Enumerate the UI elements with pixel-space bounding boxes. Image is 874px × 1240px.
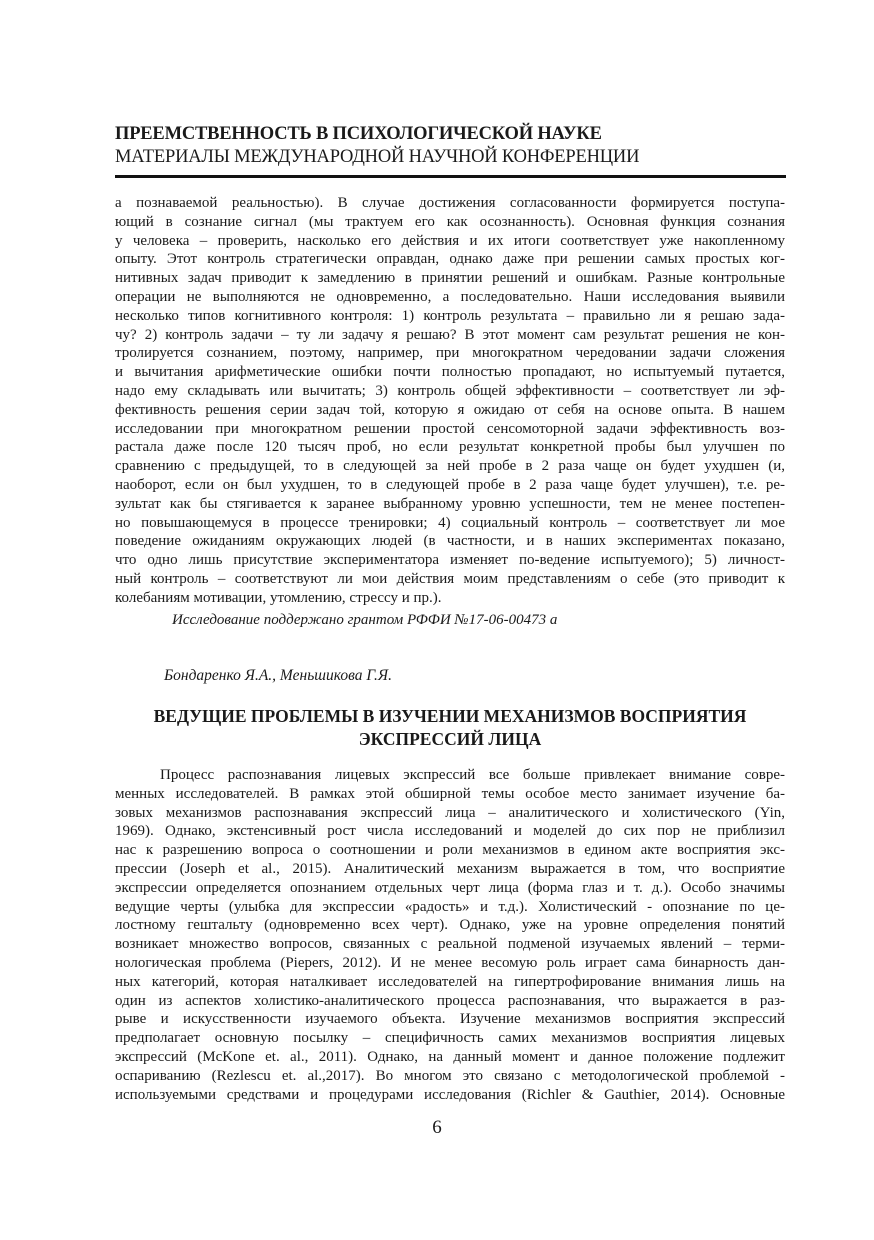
text-line: ный контроль – соответствуют ли мои действия моим представлениям о себе (это приводит к — [115, 570, 785, 587]
text-line: ющий в сознание сигнал (мы трактуем его как осознанность). Основная функция сознания — [115, 213, 785, 230]
text-line: а познаваемой реальностью). В случае достижения согласованности формируется поступа- — [115, 195, 785, 211]
article-title — [115, 705, 785, 751]
text-line: зультат как бы стягивается к заранее выбранному уровню успешности, тем не менее постепен- — [115, 495, 785, 512]
text-line: надо ему складывать или вычитать; 3) контроль общей эффективности – соответствует ли эф- — [115, 382, 785, 399]
header-rule — [115, 175, 786, 178]
article-title-line-2: ЭКСПРЕССИЙ ЛИЦА — [358, 729, 542, 749]
text-line: экспрессии определяется опознанием отдельных черт лица (форма глаз и т. д.). Особо значимы — [115, 879, 785, 896]
text-line: но повышающемуся в процессе тренировки; 4) социальный контроль – соответствует ли мое — [115, 514, 785, 531]
text-line: используемыми средствами и процедурами исследования (Richler & Gauthier, 2014). Основные — [115, 1086, 785, 1103]
text-line: нас к разрешению вопроса о соотношении и роли механизмов в едином акте восприятия экс- — [115, 842, 785, 859]
text-line: тролируется сознанием, поэтому, например, при многократном чередовании задачи сложения — [115, 345, 785, 362]
text-line: растала даже после 120 тысяч проб, но если результат конкретной пробы был улучшен по — [115, 439, 785, 456]
text-line: экспрессий (McKone et. al., 2011). Однако, на данный момент и данное положение подлежит — [115, 1048, 785, 1065]
text-line: фективность решения серии задач той, которую я ожидаю от себя на основе опыта. В нашем — [115, 401, 785, 418]
text-line: зовых механизмов распознавания экспрессий лица – аналитического и холистического (Yin, — [115, 804, 785, 821]
text-line: операции не выполняются не одновременно, а последовательно. Наши исследования выявили — [115, 288, 785, 305]
paragraph-1 — [115, 194, 785, 608]
text-line: прессии (Joseph et al., 2015). Аналитический механизм выражается в том, что восприятие — [115, 860, 785, 877]
text-line: один из аспектов холистико-аналитического процесса распознавания, что выражается в раз- — [115, 992, 785, 1009]
text-line: 1969). Однако, экстенсивный рост числа исследований и моделей до сих пор не приблизил — [115, 823, 785, 840]
text-line: менных исследователей. В рамках этой обширной темы особое место занимает изучение ба- — [115, 785, 785, 802]
text-line: Процесс распознавания лицевых экспрессий все больше привлекает внимание совре- — [160, 767, 785, 783]
text-line: поведение ожиданиям окружающих людей (в частности, и в наших экспериментах показано, — [115, 533, 785, 550]
article-authors: Бондаренко Я.А., Меньшикова Г.Я. — [164, 667, 392, 684]
article-title-line-1: ВЕДУЩИЕ ПРОБЛЕМЫ В ИЗУЧЕНИИ МЕХАНИЗМОВ ВОСПРИЯТИЯ — [153, 706, 747, 726]
text-line: несколько типов когнитивного контроля: 1) контроль результата – правильно ли я решаю зада- — [115, 307, 785, 324]
text-line: нитивных задач приводит к замедлению в принятии решений и ошибкам. Разные контрольные — [115, 270, 785, 287]
text-line: колебаниям мотивации, утомлению, стрессу и пр.). — [115, 589, 442, 606]
grant-note: Исследование поддержано грантом РФФИ №17-06-00473 а — [172, 612, 558, 628]
text-line: сравнению с предыдущей, то в следующей за ней пробе в 2 раза чаще он будет ухудшен (и, — [115, 458, 785, 475]
text-line: возникает множество вопросов, связанных с реальной подменой изучаемых явлений – терми- — [115, 936, 785, 953]
article-body — [115, 766, 785, 1104]
text-line: чу? 2) контроль задачи – ту ли задачу я решаю? В этот момент сам результат решения не кон- — [115, 326, 785, 343]
running-header-title: ПРЕЕМСТВЕННОСТЬ В ПСИХОЛОГИЧЕСКОЙ НАУКЕ — [115, 124, 602, 144]
text-line: оспариванию (Rezlescu et. al.,2017). Во многом это связано с методологической проблемой - — [115, 1067, 785, 1084]
text-line: ных категорий, которая наталкивает исследователей на гипертрофирование внимания лишь на — [115, 973, 785, 990]
text-line: у человека – проверить, насколько его действия и их итоги соответствует уже накопленному — [115, 232, 785, 249]
text-line: что одно лишь присутствие экспериментатора изменяет по-ведение испытуемого); 5) личност- — [115, 552, 785, 569]
text-line: опыту. Этот контроль стратегически оправдан, однако даже при решении самых простых ког- — [115, 251, 785, 268]
running-header-subtitle: МАТЕРИАЛЫ МЕЖДУНАРОДНОЙ НАУЧНОЙ КОНФЕРЕНЦИИ — [115, 147, 640, 167]
text-line: и вычитания арифметические ошибки почти полностью пропадают, но испытуемый путается, — [115, 364, 785, 381]
text-line: лостному гештальту (одновременно всех черт). Однако, уже на уровне определения понятий — [115, 917, 785, 934]
page-number: 6 — [432, 1117, 442, 1138]
text-line: рыве и искусственности изучаемого объекта. Изучение механизмов восприятия экспрессий — [115, 1011, 785, 1028]
text-line: исследовании при многократном решении простой сенсомоторной задачи эффективность воз- — [115, 420, 785, 437]
text-line: нологическая проблема (Piepers, 2012). И не менее весомую роль играет сама бинарность дан- — [115, 954, 785, 971]
text-line: ведущие черты (улыбка для экспрессии «радость» и т.д.). Холистический - опознание по це- — [115, 898, 785, 915]
text-line: наоборот, если он был ухудшен, то в следующей пробе в 2 раза чаще будет улучшен), т.е. ре- — [115, 476, 785, 493]
text-line: предполагает основную посылку – специфичность самих механизмов восприятия лицевых — [115, 1030, 785, 1047]
